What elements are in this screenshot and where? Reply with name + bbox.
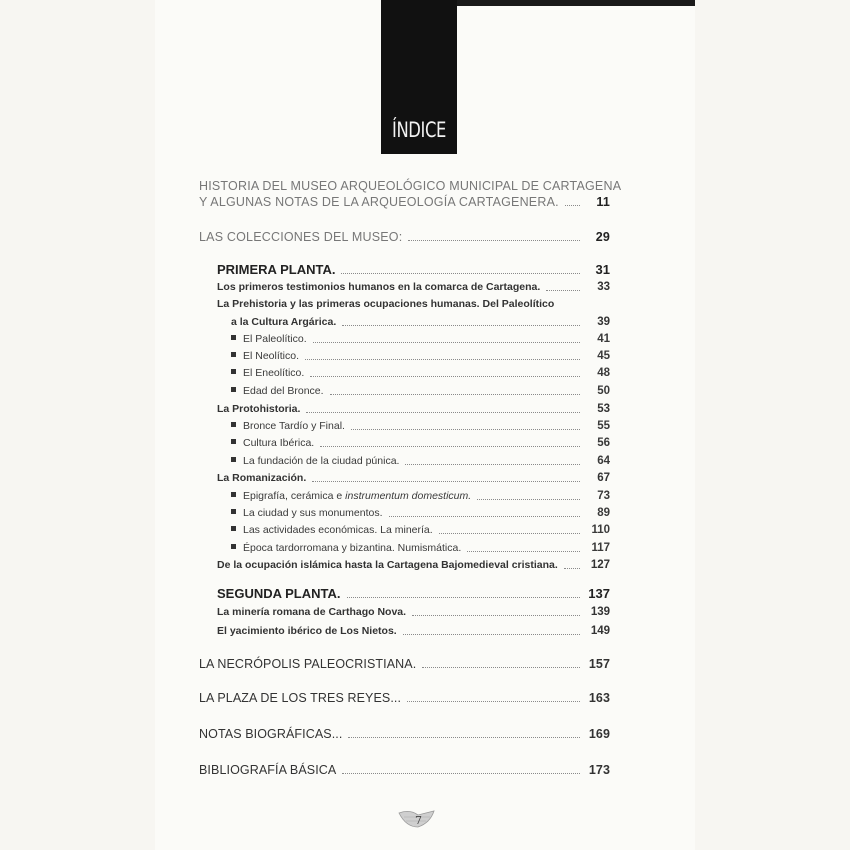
toc-subentry[interactable]: La fundación de la ciudad púnica. 64	[231, 454, 610, 468]
bullet-icon	[231, 422, 236, 427]
bullet-icon	[231, 352, 236, 357]
ship-emblem-icon	[396, 803, 440, 831]
bullet-icon	[231, 526, 236, 531]
bullet-icon	[231, 369, 236, 374]
toc-entry[interactable]: Los primeros testimonios humanos en la comarca de Cartagena. 33	[217, 281, 610, 293]
toc-subentry[interactable]: Bronce Tardío y Final. 55	[231, 419, 610, 433]
toc-entry-plaza[interactable]: LA PLAZA DE LOS TRES REYES... 163	[199, 691, 610, 705]
toc-entry-colecciones[interactable]: LAS COLECCIONES DEL MUSEO: 29	[199, 230, 610, 244]
bullet-icon	[231, 387, 236, 392]
toc-entry-line1: La Prehistoria y las primeras ocupaciones humanas. Del Paleolítico	[217, 298, 555, 310]
bullet-icon	[231, 439, 236, 444]
toc-entry[interactable]: De la ocupación islámica hasta la Cartagena Bajomedieval cristiana. 127	[217, 559, 610, 571]
bullet-icon	[231, 544, 236, 549]
page-number	[396, 803, 440, 831]
toc-subentry[interactable]: Epigrafía, cerámica e instrumentum domesticum. 73	[231, 489, 610, 503]
toc-subentry[interactable]: Época tardorromana y bizantina. Numismática. 117	[231, 541, 610, 555]
toc-subentry[interactable]: El Paleolítico. 41	[231, 332, 610, 346]
toc-entry-historia[interactable]: Y ALGUNAS NOTAS DE LA ARQUEOLOGÍA CARTAGENERA. 11	[199, 195, 610, 209]
toc-entry-segunda-planta[interactable]: SEGUNDA PLANTA. 137	[217, 586, 610, 601]
toc-subentry[interactable]: Cultura Ibérica. 56	[231, 436, 610, 450]
toc-entry[interactable]: a la Cultura Argárica. 39	[231, 316, 610, 328]
toc-entry-necropolis[interactable]: LA NECRÓPOLIS PALEOCRISTIANA. 157	[199, 657, 610, 671]
toc-subentry[interactable]: Las actividades económicas. La minería. 110	[231, 523, 610, 537]
toc-subentry[interactable]: El Neolítico. 45	[231, 349, 610, 363]
bullet-icon	[231, 492, 236, 497]
bullet-icon	[231, 335, 236, 340]
toc-entry[interactable]: La minería romana de Carthago Nova. 139	[217, 606, 610, 618]
page-title: ÍNDICE	[392, 118, 446, 142]
toc-entry[interactable]: La Romanización. 67	[217, 472, 610, 484]
toc-intro-line1: HISTORIA DEL MUSEO ARQUEOLÓGICO MUNICIPAL DE CARTAGENA	[199, 179, 622, 193]
toc-entry-notas[interactable]: NOTAS BIOGRÁFICAS... 169	[199, 727, 610, 741]
toc-subentry[interactable]: El Eneolítico. 48	[231, 366, 610, 380]
toc-entry-bibliografia[interactable]: BIBLIOGRAFÍA BÁSICA 173	[199, 763, 610, 777]
toc-entry[interactable]: El yacimiento ibérico de Los Nietos. 149	[217, 625, 610, 637]
toc-subentry[interactable]: La ciudad y sus monumentos. 89	[231, 506, 610, 520]
page-number-text: 7	[415, 814, 422, 827]
toc-entry-primera-planta[interactable]: PRIMERA PLANTA. 31	[217, 262, 610, 277]
toc-entry[interactable]: La Protohistoria. 53	[217, 403, 610, 415]
toc-subentry[interactable]: Edad del Bronce. 50	[231, 384, 610, 398]
bullet-icon	[231, 457, 236, 462]
bullet-icon	[231, 509, 236, 514]
